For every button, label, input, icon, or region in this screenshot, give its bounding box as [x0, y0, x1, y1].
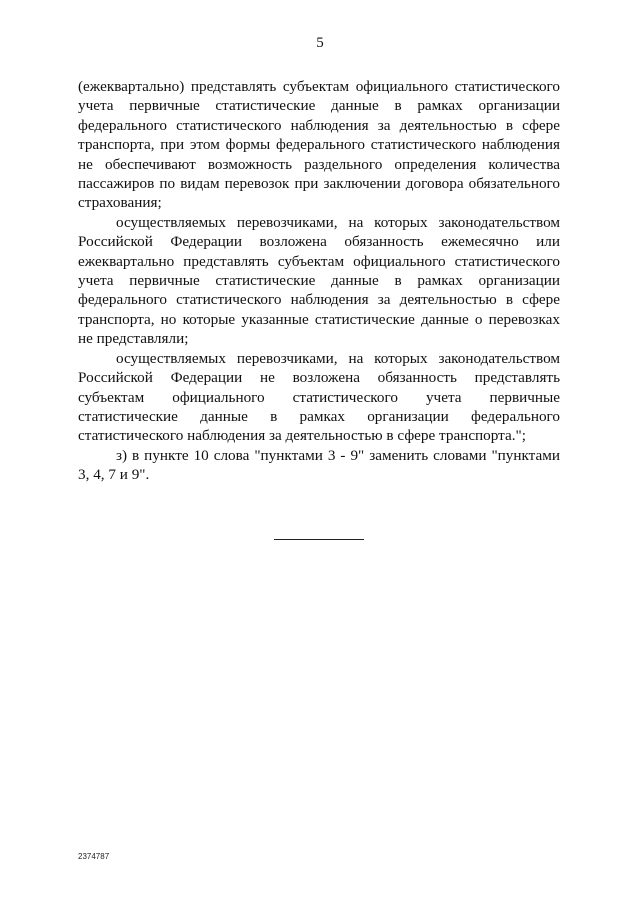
end-separator-line — [274, 539, 364, 540]
page-number: 5 — [316, 35, 324, 51]
paragraph-item-z: з) в пункте 10 слова "пунктами 3 - 9" заменить словами "пунктами 3, 4, 7 и 9". — [78, 446, 560, 484]
paragraph-continuation: (ежеквартально) представлять субъектам официального статистического учета первичные статистические данные в рамках организации федерального статистического наблюдения за деятельностью в сфере транспорта, при этом формы федерального статистического наблюдения не обеспечивают возможность раздельного определения количества пассажиров по видам перевозок при заключении договора обязательного страхования; — [78, 78, 560, 212]
paragraph-carriers-not-obligated: осуществляемых перевозчиками, на которых законодательством Российской Федерации не возложена обязанность представлять субъектам официального статистического учета первичные статистические данные в рамках организации федерального статистического наблюдения за деятельностью в сфере транспорта."; — [78, 349, 560, 445]
document-code: 2374787 — [78, 852, 110, 861]
document-body — [78, 77, 560, 485]
paragraph-carriers-obligated: осуществляемых перевозчиками, на которых законодательством Российской Федерации возложена обязанность ежемесячно или ежеквартально представлять субъектам официального статистического учета первичные статистические данные в рамках организации федерального статистического наблюдения за деятельностью в сфере транспорта, но которые указанные статистические данные о перевозках не представляли; — [78, 213, 560, 348]
